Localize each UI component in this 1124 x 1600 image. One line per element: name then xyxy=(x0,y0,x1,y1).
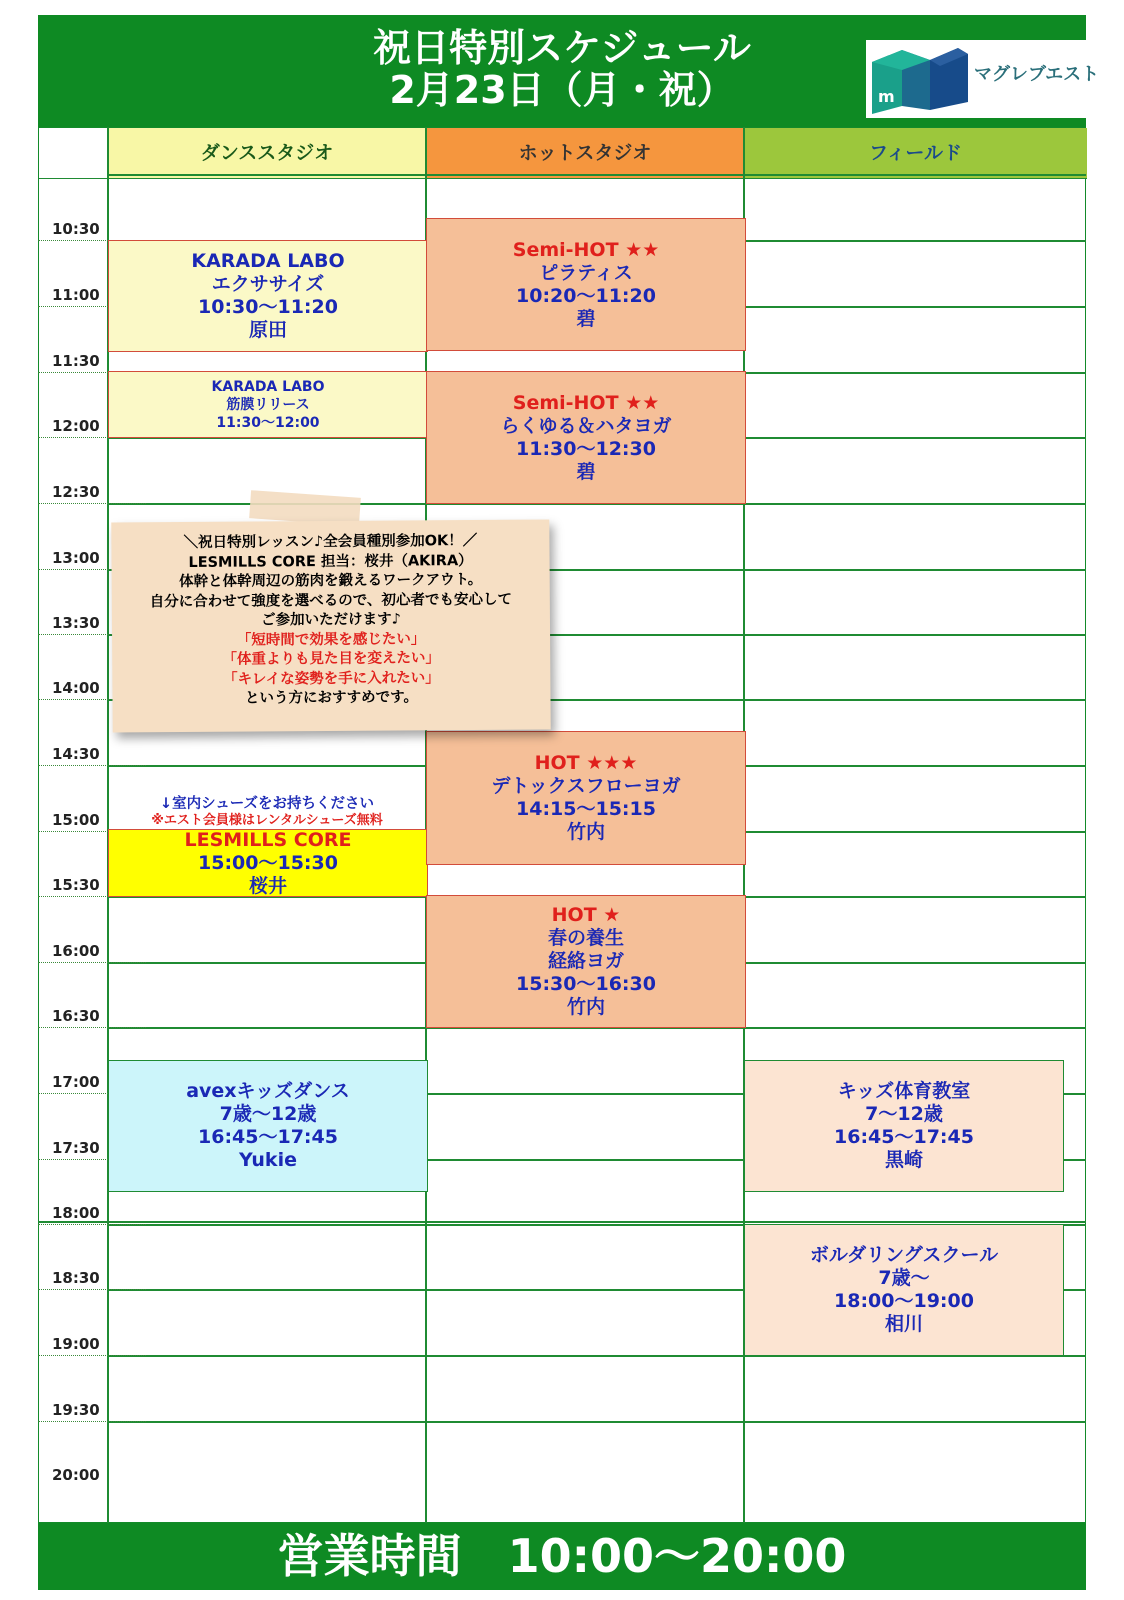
title-line-2: 2月23日（月・祝） xyxy=(389,68,735,112)
lesson-line: らくゆる＆ハタヨガ xyxy=(500,414,672,437)
lesson-line: エクササイズ xyxy=(211,273,325,295)
time-label: 19:00 xyxy=(52,1335,100,1353)
time-label: 14:30 xyxy=(52,745,100,763)
lesson-line: Semi-HOT ★★ xyxy=(512,391,660,414)
time-label: 16:30 xyxy=(52,1007,100,1025)
column-header-hot: ホットスタジオ xyxy=(426,128,745,179)
time-label: 11:30 xyxy=(52,352,100,370)
logo-cube-icon xyxy=(868,44,972,114)
time-axis xyxy=(38,127,107,1523)
lesson-line: 10:30～11:20 xyxy=(198,296,338,318)
logo-mark: m xyxy=(878,87,895,106)
grid-divider-line xyxy=(38,1221,1086,1223)
lesson-karada-exercise[interactable] xyxy=(108,240,428,352)
time-label: 13:30 xyxy=(52,614,100,632)
time-label: 18:30 xyxy=(52,1269,100,1287)
time-label: 19:30 xyxy=(52,1401,100,1419)
special-lesson-note xyxy=(111,519,550,732)
lesson-line: 原田 xyxy=(248,319,287,341)
logo-text: マグレブエスト xyxy=(974,64,1100,85)
time-label: 10:30 xyxy=(52,220,100,238)
lesson-line: 碧 xyxy=(576,460,596,483)
lesson-line: 桜井 xyxy=(248,874,287,897)
note-line: ご参加いただけます♪ xyxy=(261,611,401,629)
lesson-line: Semi-HOT ★★ xyxy=(512,238,660,261)
time-label: 15:30 xyxy=(52,876,100,894)
lesson-line: HOT ★★★ xyxy=(534,752,638,774)
lesson-karada-release[interactable] xyxy=(108,371,428,438)
time-label: 12:30 xyxy=(52,483,100,501)
lesson-line: 相川 xyxy=(884,1313,923,1335)
time-label: 13:00 xyxy=(52,549,100,567)
time-label: 15:00 xyxy=(52,811,100,829)
time-label: 17:30 xyxy=(52,1139,100,1157)
grid-row-line xyxy=(107,1421,1086,1423)
lesson-avex-kids-dance[interactable] xyxy=(108,1060,428,1192)
time-label: 16:00 xyxy=(52,942,100,960)
note-line: 「キレイな姿勢を手に入れたい」 xyxy=(222,669,440,688)
note-line: 「短時間で効果を感じたい」 xyxy=(236,630,426,649)
column-header-field: フィールド xyxy=(744,128,1087,179)
lesson-line: 竹内 xyxy=(566,821,605,843)
lesson-line: 碧 xyxy=(576,307,596,330)
lesson-kids-pe[interactable] xyxy=(744,1060,1064,1192)
lesson-line: 黒崎 xyxy=(884,1149,923,1171)
lesson-line: デトックスフローヨガ xyxy=(491,775,681,797)
lesson-line: Yukie xyxy=(239,1149,297,1171)
lesson-line: 筋膜リリース xyxy=(226,396,310,413)
lesson-line: HOT ★ xyxy=(551,904,621,926)
logo xyxy=(866,40,1100,118)
time-label: 14:00 xyxy=(52,679,100,697)
note-line: ＼祝日特別レッスン♪全会員種別参加OK！／ xyxy=(183,532,478,552)
lesson-rakuyuru-hatha-yoga[interactable] xyxy=(426,371,746,504)
note-line: 「体重よりも見た目を変えたい」 xyxy=(222,650,441,668)
lesson-line: 7歳～ xyxy=(878,1267,930,1289)
time-label: 18:00 xyxy=(52,1204,100,1222)
lesson-line: 竹内 xyxy=(566,996,605,1018)
note-line: という方におすすめです。 xyxy=(244,689,419,707)
lesson-line: 10:20～11:20 xyxy=(516,284,656,307)
note-line: LESMILLS CORE 担当：桜井（AKIRA） xyxy=(188,552,473,571)
title-line-1: 祝日特別スケジュール xyxy=(373,26,751,70)
note-line: 体幹と体幹周辺の筋肉を鍛えるワークアウト。 xyxy=(179,571,483,591)
lesson-line: 11:30～12:30 xyxy=(516,437,656,460)
lesson-line: 15:30～16:30 xyxy=(516,973,656,995)
shoes-note-line-2: ※エスト会員様はレンタルシューズ無料 xyxy=(151,813,383,828)
business-hours-footer: 営業時間 10:00～20:00 xyxy=(38,1523,1086,1590)
lesson-line: 16:45～17:45 xyxy=(834,1126,974,1148)
lesson-line: 14:15～15:15 xyxy=(516,798,656,820)
lesson-line: 18:00～19:00 xyxy=(834,1290,974,1312)
grid-row-line xyxy=(107,174,1086,176)
lesson-line: 16:45～17:45 xyxy=(198,1126,338,1148)
shoes-note xyxy=(108,795,426,829)
time-label: 20:00 xyxy=(52,1466,100,1484)
shoes-note-line-1: ↓室内シューズをお持ちください xyxy=(159,796,375,812)
lesson-detox-flow-yoga[interactable] xyxy=(426,731,746,865)
lesson-haru-yoga[interactable] xyxy=(426,895,746,1028)
lesson-line: キッズ体育教室 xyxy=(837,1080,971,1102)
lesson-line: KARADA LABO xyxy=(191,250,345,272)
time-label: 12:00 xyxy=(52,417,100,435)
lesson-line: ボルダリングスクール xyxy=(809,1244,999,1266)
column-header-dance: ダンススタジオ xyxy=(108,128,427,179)
lesson-line: 7歳～12歳 xyxy=(219,1103,317,1125)
lesson-line: avexキッズダンス xyxy=(186,1080,350,1102)
lesson-line: 11:30～12:00 xyxy=(216,414,320,431)
lesson-pilates[interactable] xyxy=(426,218,746,351)
lesson-line: 15:00～15:30 xyxy=(198,851,338,874)
lesson-line: KARADA LABO xyxy=(211,378,325,395)
lesson-line: 春の養生 xyxy=(547,927,624,949)
lesson-line: ピラティス xyxy=(539,261,633,284)
lesson-line: 7～12歳 xyxy=(865,1103,943,1125)
note-line: 自分に合わせて強度を選べるので、初心者でも安心して xyxy=(149,591,512,610)
lesson-lesmills-core[interactable] xyxy=(108,829,428,897)
lesson-line: LESMILLS CORE xyxy=(184,828,352,851)
lesson-bouldering-school[interactable] xyxy=(744,1224,1064,1356)
time-label: 11:00 xyxy=(52,286,100,304)
lesson-line: 経絡ヨガ xyxy=(547,950,624,972)
time-label: 17:00 xyxy=(52,1073,100,1091)
